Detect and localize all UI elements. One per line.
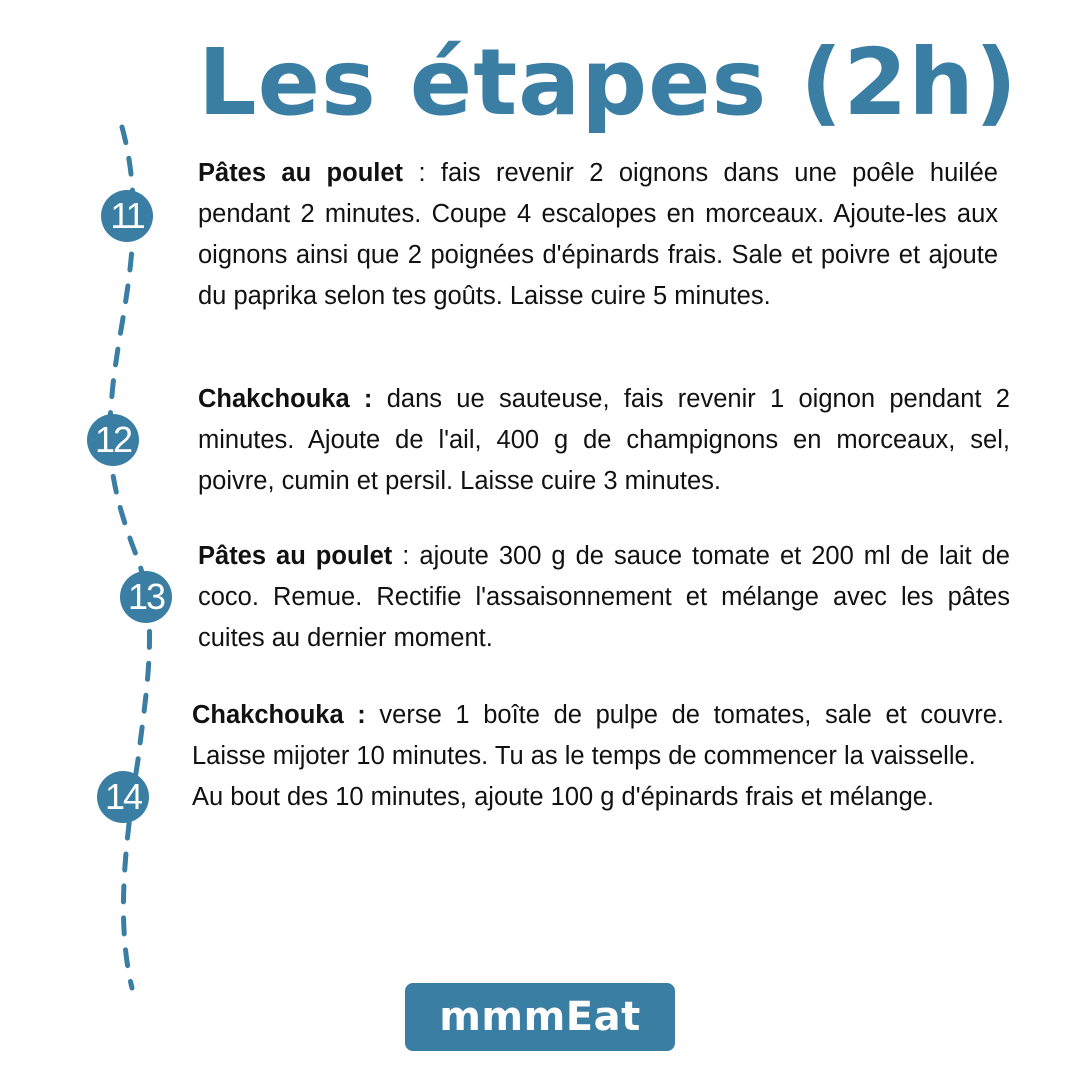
step-number-badge [97, 771, 149, 823]
step-separator [366, 701, 380, 729]
step-text [198, 379, 1010, 502]
step-text [198, 153, 998, 317]
step-number-badge [120, 571, 172, 623]
step-heading: Chakchouka : [192, 701, 366, 729]
step-body: fais revenir 2 oignons dans une poêle huilée pendant 2 minutes. Coupe 4 escalopes en morceaux. Ajoute-les aux oignons ainsi que 2 poignées d'épinards frais. Sale et poivre et ajoute du paprika selon tes goûts. Laisse cuire 5 minutes. [198, 159, 998, 310]
step-heading: Chakchouka : [198, 385, 373, 413]
step-number-badge [101, 190, 153, 242]
step-heading: Pâtes au poulet [198, 542, 393, 570]
step-body: ajoute 300 g de sauce tomate et 200 ml de lait de coco. Remue. Rectifie l'assaisonnement et mélange avec les pâtes cuites au dernier moment. [198, 542, 1010, 652]
step-number: 12 [94, 419, 132, 460]
step-body: dans ue sauteuse, fais revenir 1 oignon pendant 2 minutes. Ajoute de l'ail, 400 g de champignons en morceaux, sel, poivre, cumin et persil. Laisse cuire 3 minutes. [198, 385, 1010, 495]
step-number: 11 [110, 195, 144, 236]
step-separator: : [403, 159, 441, 187]
step-heading: Pâtes au poulet [198, 159, 404, 187]
step-text [192, 695, 1004, 818]
step-body-continued: Au bout des 10 minutes, ajoute 100 g d'épinards frais et mélange. [192, 783, 935, 811]
step-body: verse 1 boîte de pulpe de tomates, sale et couvre. Laisse mijoter 10 minutes. Tu as le temps de commencer la vaisselle. [192, 701, 1004, 770]
step-number: 14 [104, 776, 142, 817]
logo-text: mmmEat [439, 994, 641, 1040]
step-separator [372, 385, 386, 413]
step-number-badge [87, 414, 139, 466]
dashed-path [110, 127, 150, 988]
step-text [198, 536, 1010, 659]
step-separator: : [392, 542, 420, 570]
page-title: Les étapes (2h) [198, 29, 1018, 136]
step-number: 13 [127, 576, 165, 617]
brand-logo [405, 983, 675, 1051]
